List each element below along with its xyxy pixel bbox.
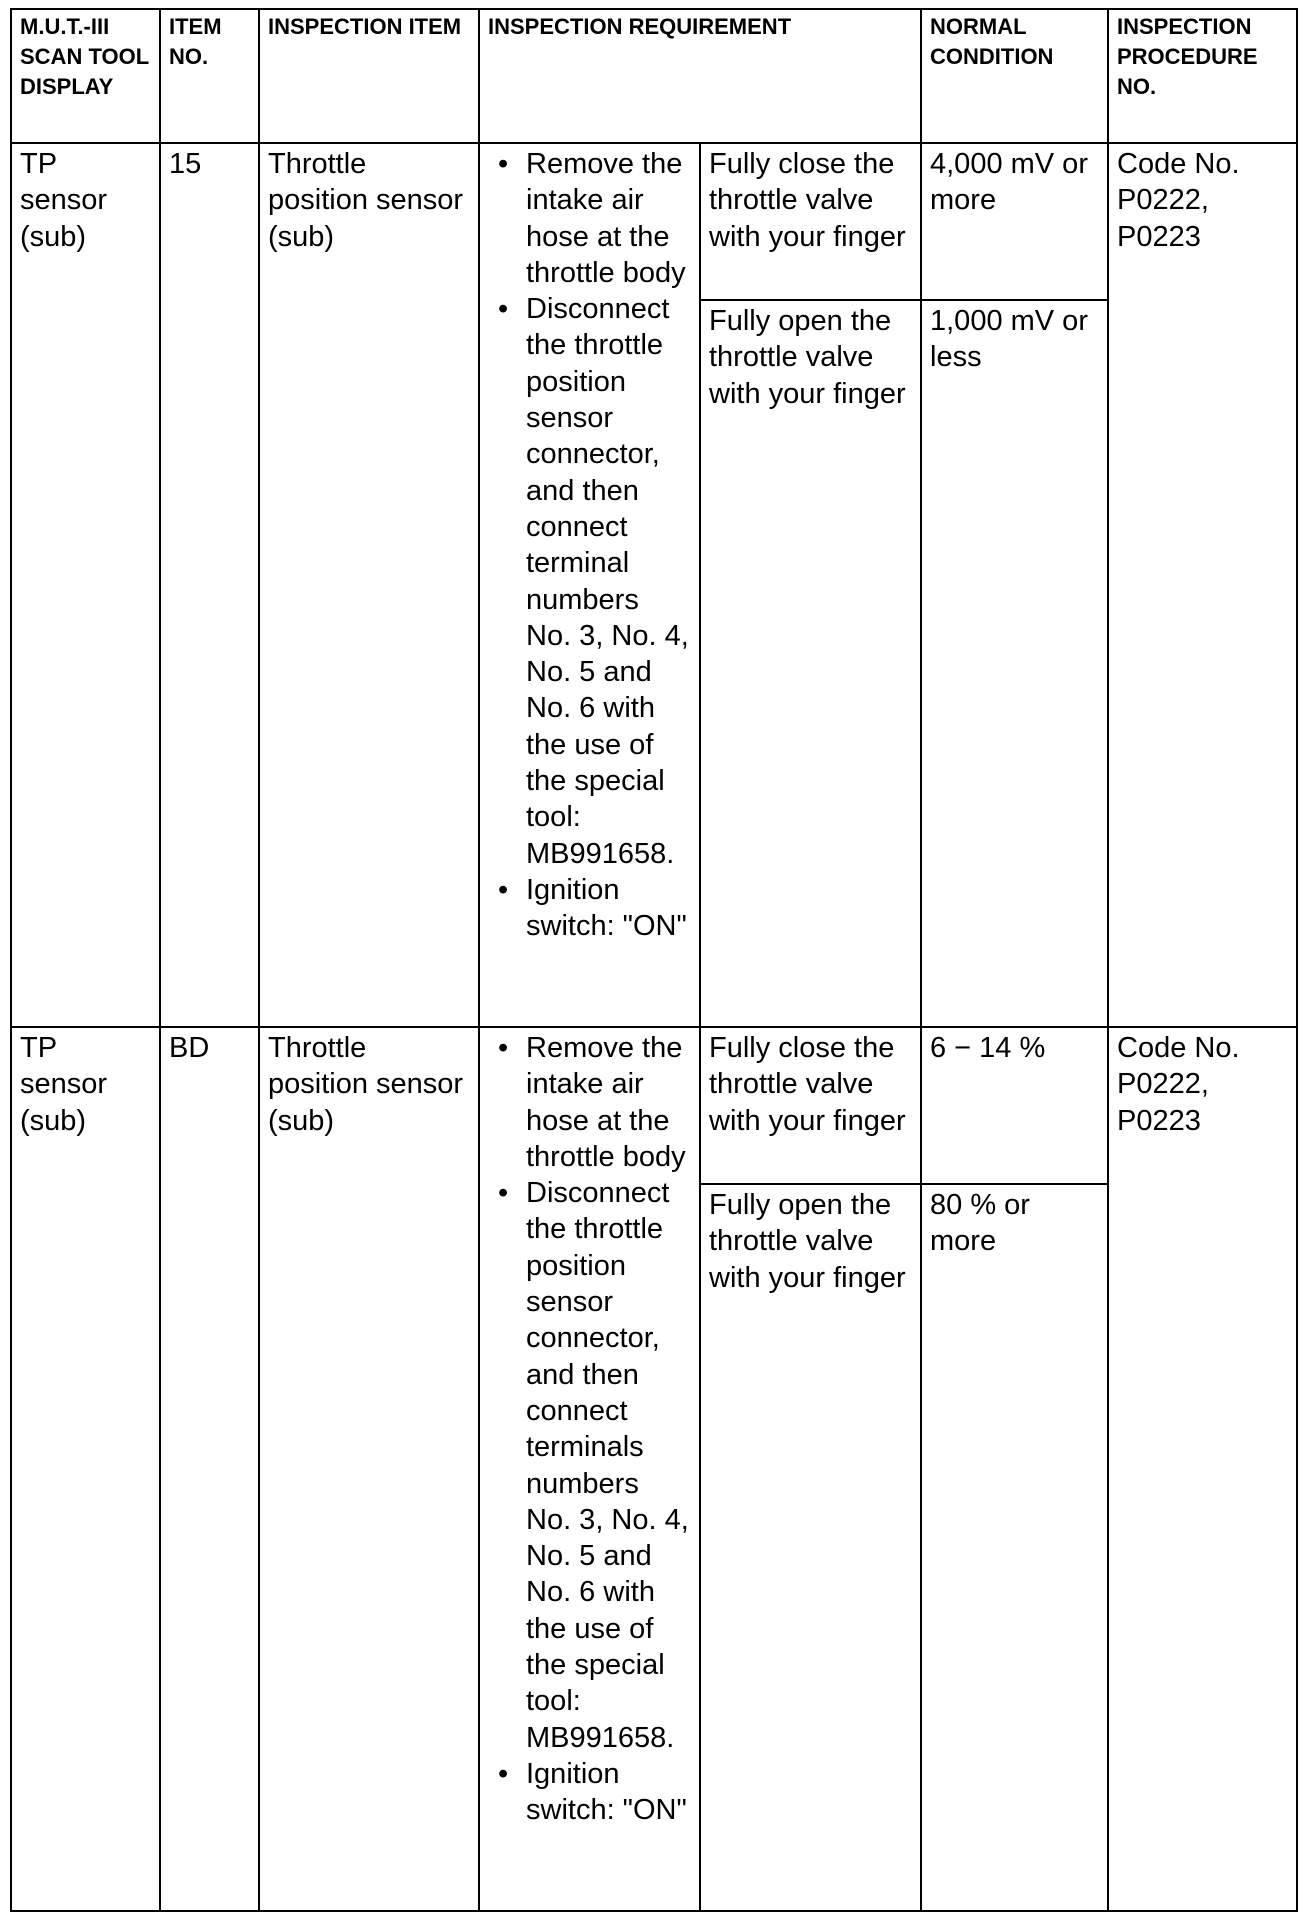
- normal-condition-cell: 1,000 mV or less: [921, 300, 1108, 1027]
- bullet-icon: •: [498, 1032, 509, 1064]
- inspection-item-cell: Throttle position sensor (sub): [259, 143, 479, 1027]
- list-item: • Disconnect the throttle position sensor connector, and then connect terminals numbers No. 3, No. 4, No. 5 and No. 6 with the use of the special tool: MB991658.: [498, 1177, 689, 1754]
- header-inspection-item: INSPECTION ITEM: [259, 9, 479, 143]
- inspection-requirement-cell: [479, 1027, 700, 1911]
- list-item: • Remove the intake air hose at the throttle body: [498, 1032, 686, 1173]
- header-item-no: ITEM NO.: [160, 9, 259, 143]
- item-no-cell: BD: [160, 1027, 259, 1911]
- condition-action-cell: Fully close the throttle valve with your finger: [700, 1027, 921, 1184]
- header-inspection-requirement: INSPECTION REQUIREMENT: [479, 9, 921, 143]
- normal-condition-cell: 80 % or more: [921, 1184, 1108, 1911]
- inspection-item-cell: Throttle position sensor (sub): [259, 1027, 479, 1911]
- condition-action-cell: Fully open the throttle valve with your finger: [700, 300, 921, 1027]
- list-item: • Remove the intake air hose at the throttle body: [498, 148, 686, 289]
- scan-tool-display-cell: TP sensor (sub): [11, 143, 160, 1027]
- procedure-no-cell: Code No. P0222, P0223: [1108, 143, 1297, 1027]
- header-row: [11, 9, 1297, 143]
- header-normal-condition: NORMAL CONDITION: [921, 9, 1108, 143]
- table-row: [11, 143, 1297, 300]
- header-scan-tool-display: M.U.T.-III SCAN TOOL DISPLAY: [11, 9, 160, 143]
- list-item: • Ignition switch: "ON": [498, 873, 687, 943]
- normal-condition-cell: 6 − 14 %: [921, 1027, 1108, 1184]
- scan-tool-display-cell: TP sensor (sub): [11, 1027, 160, 1911]
- condition-action-cell: Fully close the throttle valve with your finger: [700, 143, 921, 300]
- list-item: • Ignition switch: "ON": [498, 1757, 687, 1827]
- bullet-icon: •: [498, 1757, 509, 1790]
- requirement-list: [488, 146, 691, 945]
- header-inspection-procedure-no: INSPECTION PROCEDURE NO.: [1108, 9, 1297, 143]
- procedure-no-cell: Code No. P0222, P0223: [1108, 1027, 1297, 1911]
- item-no-cell: 15: [160, 143, 259, 1027]
- bullet-icon: •: [498, 873, 509, 906]
- normal-condition-cell: 4,000 mV or more: [921, 143, 1108, 300]
- bullet-icon: •: [498, 1177, 509, 1210]
- bullet-icon: •: [498, 293, 509, 326]
- requirement-list: [488, 1030, 691, 1829]
- bullet-icon: •: [498, 148, 509, 180]
- inspection-requirement-cell: [479, 143, 700, 1027]
- table-row: [11, 1027, 1297, 1184]
- list-item: • Disconnect the throttle position sensor connector, and then connect terminal numbers No. 3, No. 4, No. 5 and No. 6 with the use of the special tool: MB991658.: [498, 293, 689, 870]
- inspection-spec-table: [10, 8, 1298, 1912]
- condition-action-cell: Fully open the throttle valve with your finger: [700, 1184, 921, 1911]
